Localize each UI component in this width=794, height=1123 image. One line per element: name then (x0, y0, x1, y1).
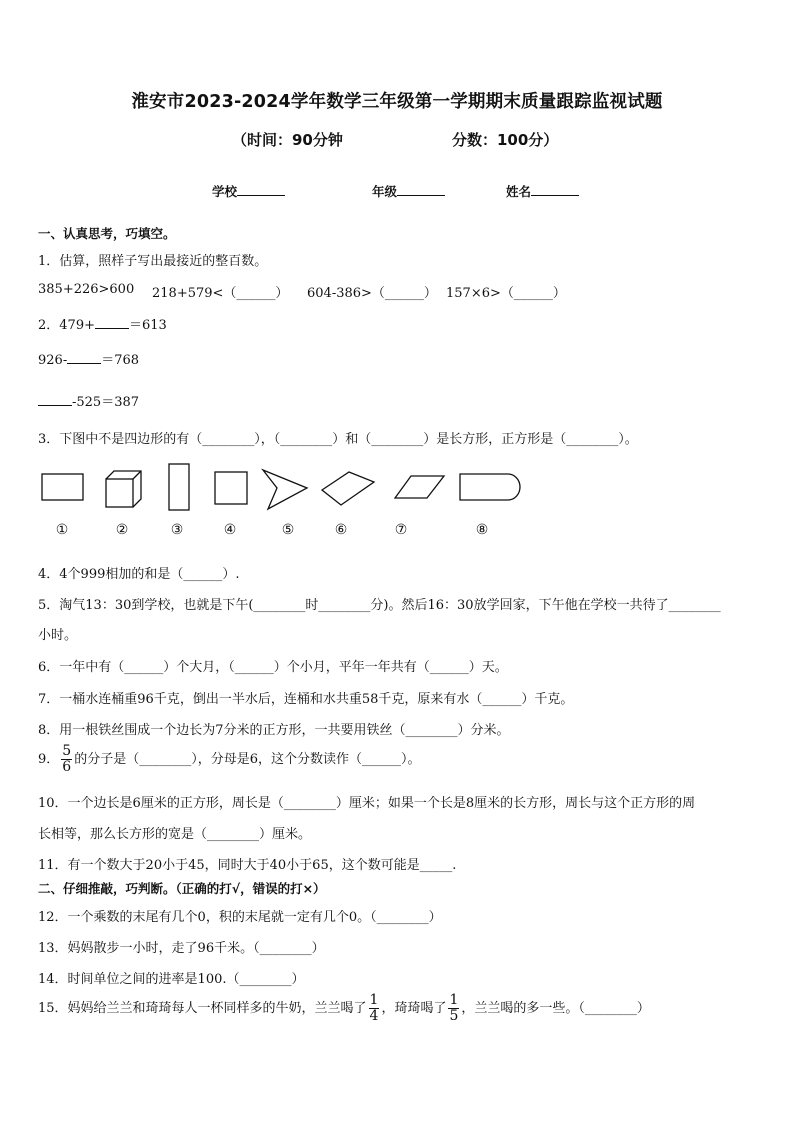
shape-label-2: ② (115, 522, 129, 538)
section2-heading: 二、仔细推敲，巧判断。（正确的打√，错误的打×） (38, 881, 326, 896)
q5-line1: 5．淘气13：30到学校，也就是下午(________时________分)。然后16：30放学回家，下午他在学校一共待了________ (38, 598, 721, 613)
q12-text: 12．一个乘数的末尾有几个0，积的末尾就一定有几个0。（________） (38, 910, 442, 925)
q9-denominator: 6 (62, 759, 72, 775)
grade-label: 年级 (372, 184, 398, 199)
q9 (38, 744, 420, 775)
q9-post: 的分子是（________），分母是6，这个分数读作（______）。 (74, 752, 421, 767)
q2-c-blank[interactable] (38, 393, 72, 406)
q9-pre: 9． (38, 752, 60, 767)
q2-b-blank[interactable] (67, 351, 101, 364)
q13-text: 13．妈妈散步一小时，走了96千米。（________） (38, 941, 325, 956)
q4-text: 4．4个999相加的和是（______）. (38, 567, 240, 582)
shape-label-6: ⑥ (334, 522, 348, 538)
q3-text: 3．下图中不是四边形的有（________），（________）和（________）是长方形，正方形是（________）。 (38, 432, 638, 447)
shape-5-arrow (263, 470, 307, 509)
q2-c (38, 391, 139, 410)
q15-f2-numerator: 1 (449, 992, 459, 1008)
q5-line2: 小时。 (38, 628, 78, 643)
q15-mid: ，琦琦喝了 (381, 1001, 447, 1016)
q1-text: 1．估算，照样子写出最接近的整百数。 (38, 254, 268, 269)
q10-line2: 长相等，那么长方形的宽是（________）厘米。 (38, 827, 312, 842)
name-field (506, 182, 579, 200)
shape-label-5: ⑤ (281, 522, 295, 538)
shape-label-3: ③ (170, 522, 184, 538)
q9-numerator: 5 (62, 743, 72, 759)
q2-c-post: -525＝387 (72, 395, 140, 410)
q15-f1-numerator: 1 (369, 992, 379, 1008)
grade-blank[interactable] (397, 183, 445, 196)
shape-label-4: ④ (223, 522, 237, 538)
q15 (38, 993, 650, 1024)
score-label: 分数：100分） (452, 131, 559, 149)
q15-f1-denominator: 4 (369, 1008, 379, 1024)
q2-b-pre: 926- (38, 353, 68, 368)
shape-2-cube (106, 471, 141, 507)
name-blank[interactable] (531, 183, 579, 196)
shape-6-quadrilateral (322, 472, 374, 505)
q1-example: 385+226>600 (38, 282, 135, 297)
q1-item-a: 218+579<（______） (152, 286, 289, 301)
q15-fraction-1 (369, 993, 380, 1024)
q11-text: 11．有一个数大于20小于45，同时大于40小于65，这个数可能是_____. (38, 858, 457, 873)
q1-item-b: 604-386>（______） (307, 286, 437, 301)
q14-text: 14．时间单位之间的进率是100.（________） (38, 972, 305, 987)
shape-label-8: ⑧ (475, 522, 489, 538)
shape-4-square (215, 472, 247, 504)
q6-text: 6．一年中有（______）个大月，（______）个小月，平年一年共有（______）天。 (38, 660, 508, 675)
q2-a (38, 314, 167, 333)
grade-field (372, 182, 445, 200)
shape-label-7: ⑦ (394, 522, 408, 538)
shape-1-rectangle (42, 474, 83, 500)
section1-heading: 一、认真思考，巧填空。 (38, 226, 176, 241)
school-blank[interactable] (237, 183, 285, 196)
q9-fraction (61, 744, 72, 775)
q15-pre: 15．妈妈给兰兰和琦琦每人一杯同样多的牛奶，兰兰喝了 (38, 1001, 367, 1016)
q2-b (38, 349, 139, 368)
q2-a-post: ＝613 (128, 318, 167, 333)
q10-line1: 10．一个边长是6厘米的正方形，周长是（________）厘米；如果一个长是8厘米的长方形，周长与这个正方形的周 (38, 796, 696, 811)
shape-3-tall-rectangle (169, 464, 189, 510)
q8-text: 8．用一根铁丝围成一个边长为7分米的正方形，一共要用铁丝（________）分米。 (38, 723, 510, 738)
shape-7-parallelogram (395, 476, 444, 498)
q1-item-c: 157×6>（______） (446, 286, 566, 301)
q2-b-post: ＝768 (101, 353, 140, 368)
time-label: （时间：90分钟 (232, 131, 343, 149)
name-label: 姓名 (506, 184, 532, 199)
exam-title: 淮安市2023-2024学年数学三年级第一学期期末质量跟踪监视试题 (131, 92, 663, 112)
q15-fraction-2 (448, 993, 459, 1024)
q7-text: 7．一桶水连桶重96千克，倒出一半水后，连桶和水共重58千克，原来有水（______）千克。 (38, 692, 574, 707)
q15-post: ，兰兰喝的多一些。（________） (461, 1001, 650, 1016)
q2-a-pre: 2．479+ (38, 318, 95, 333)
shape-8-rounded-rectangle (460, 474, 520, 500)
shape-label-1: ① (55, 522, 69, 538)
q2-a-blank[interactable] (95, 316, 129, 329)
school-field (212, 182, 285, 200)
q15-f2-denominator: 5 (449, 1008, 459, 1024)
school-label: 学校 (212, 184, 238, 199)
